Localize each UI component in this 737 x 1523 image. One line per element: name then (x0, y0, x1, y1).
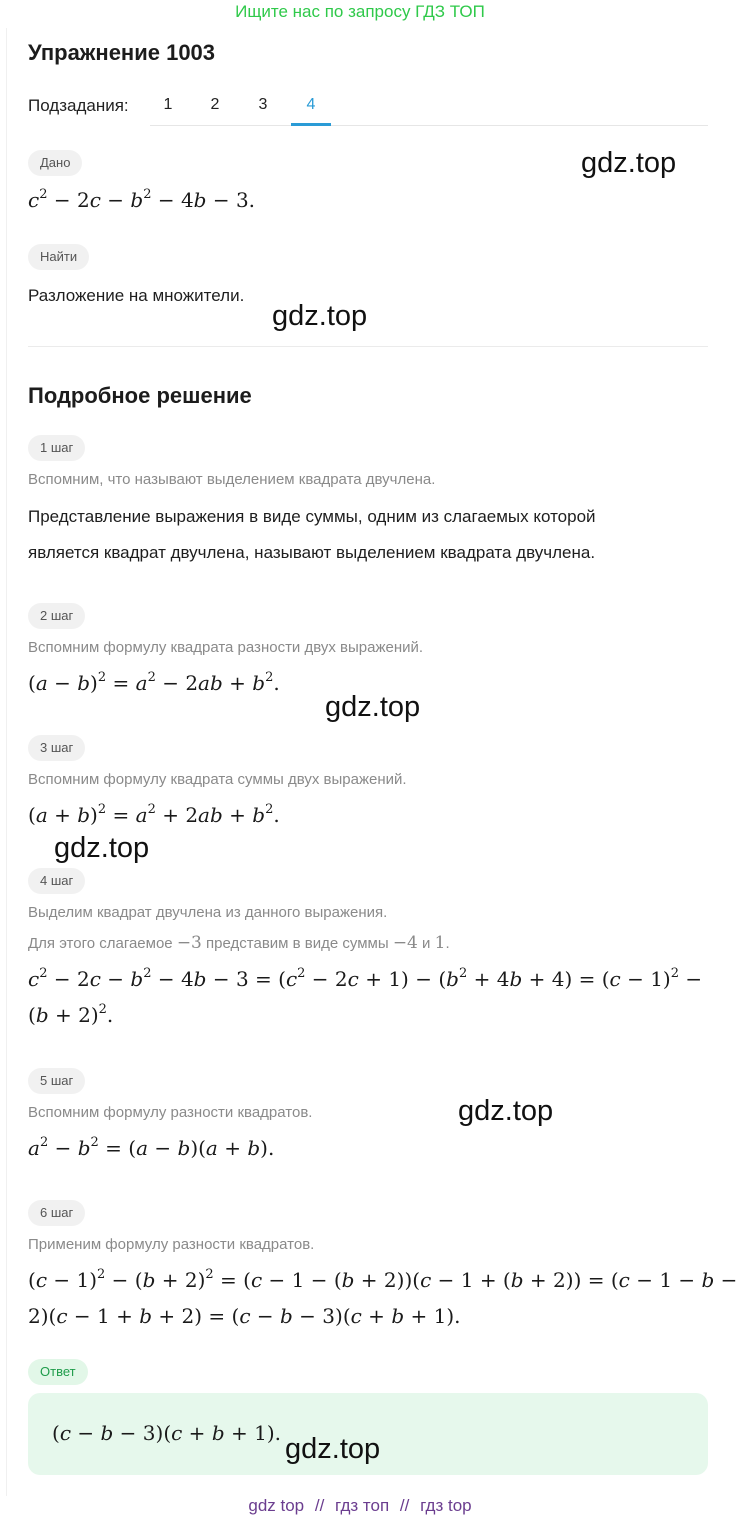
footer-links (0, 1496, 720, 1516)
footer-separator: // (314, 1496, 325, 1515)
step-3-formula: $(a + b)^2 = a^2 + 2ab + b^2$. (28, 802, 280, 827)
page-title: Упражнение 1003 (28, 40, 216, 65)
watermark: gdz.top (54, 832, 150, 864)
tab-3[interactable]: 3 (258, 96, 268, 113)
subtasks-nav (28, 94, 708, 126)
step-5-hint: Вспомним формулу разности квадратов. (28, 1104, 313, 1121)
step-1-hint: Вспомним, что называют выделением квадрата двучлена. (28, 471, 436, 488)
tab-1[interactable]: 1 (163, 96, 173, 113)
step-4-hint2: Для этого слагаемое −3 представим в виде суммы −4 и 1. (28, 933, 450, 953)
step-4-label: 4 шаг (28, 868, 85, 894)
watermark: gdz.top (325, 691, 421, 723)
step-6-formula-line2: 2)(c − 1 + b + 2) = (c − b − 3)(c + b + 1). (28, 1304, 461, 1328)
watermark: gdz.top (458, 1095, 554, 1127)
footer-separator: // (399, 1496, 410, 1515)
step-3-label: 3 шаг (28, 735, 85, 761)
watermark: gdz.top (272, 300, 368, 332)
footer-link-gdz-top-ru[interactable]: гдз топ (335, 1496, 390, 1515)
step-6-hint: Применим формулу разности квадратов. (28, 1236, 315, 1253)
find-label: Найти (28, 244, 89, 270)
step-5-label: 5 шаг (28, 1068, 85, 1094)
given-label: Дано (28, 150, 82, 176)
watermark: gdz.top (285, 1433, 381, 1465)
step-2-hint: Вспомним формулу квадрата разности двух выражений. (28, 639, 424, 656)
footer-link-gdz-top[interactable]: gdz top (248, 1496, 305, 1515)
active-tab-indicator (291, 123, 331, 126)
step-1-label: 1 шаг (28, 435, 85, 461)
step-5-formula: $a^2 - b^2 = (a - b)(a + b)$. (28, 1135, 275, 1160)
step-2-formula: $(a - b)^2 = a^2 - 2ab + b^2$. (28, 670, 280, 695)
step-2-label: 2 шаг (28, 603, 85, 629)
watermark: gdz.top (581, 147, 677, 179)
step-4-hint2-and: и (422, 935, 431, 952)
step-4-formula-line1: $c^2 - 2c - b^2 - 4b - 3 = (c^2 - 2c + 1) - (b^2 + 4b + 4) = (c - 1)^2$ − (28, 966, 703, 991)
step-4-hint2-middle: представим в виде суммы (206, 935, 389, 952)
top-banner: Ищите нас по запросу ГДЗ ТОП (235, 2, 485, 21)
given-expression: $c^2 - 2c - b^2 - 4b - 3$. (28, 187, 256, 212)
footer-link-gdz-top-mixed[interactable]: гдз top (420, 1496, 472, 1515)
tab-4[interactable]: 4 (306, 96, 316, 113)
answer-label: Ответ (28, 1359, 88, 1385)
divider (28, 346, 708, 347)
step-4-hint2-prefix: Для этого слагаемое (28, 935, 173, 952)
find-text: Разложение на множители. (28, 286, 245, 305)
step-1-text-line2: является квадрат двучлена, называют выделением квадрата двучлена. (28, 543, 596, 562)
subtasks-label: Подзадания: (28, 96, 129, 115)
step-4-hint: Выделим квадрат двучлена из данного выражения. (28, 904, 388, 921)
answer-expression: (c − b − 3)(c + b + 1). (52, 1421, 281, 1445)
step-4-formula-line2: $(b + 2)^2$. (28, 1002, 114, 1027)
step-6-formula-line1: $(c - 1)^2 - (b + 2)^2 = (c - 1 - (b + 2))(c - 1 + (b + 2)) = (c - 1 - b$ − (28, 1267, 737, 1292)
step-6-label: 6 шаг (28, 1200, 85, 1226)
tab-2[interactable]: 2 (210, 96, 220, 113)
step-1-text-line1: Представление выражения в виде суммы, одним из слагаемых которой (28, 507, 596, 526)
solution-title: Подробное решение (28, 383, 252, 408)
step-3-hint: Вспомним формулу квадрата суммы двух выражений. (28, 771, 407, 788)
subtasks-divider (150, 125, 708, 126)
